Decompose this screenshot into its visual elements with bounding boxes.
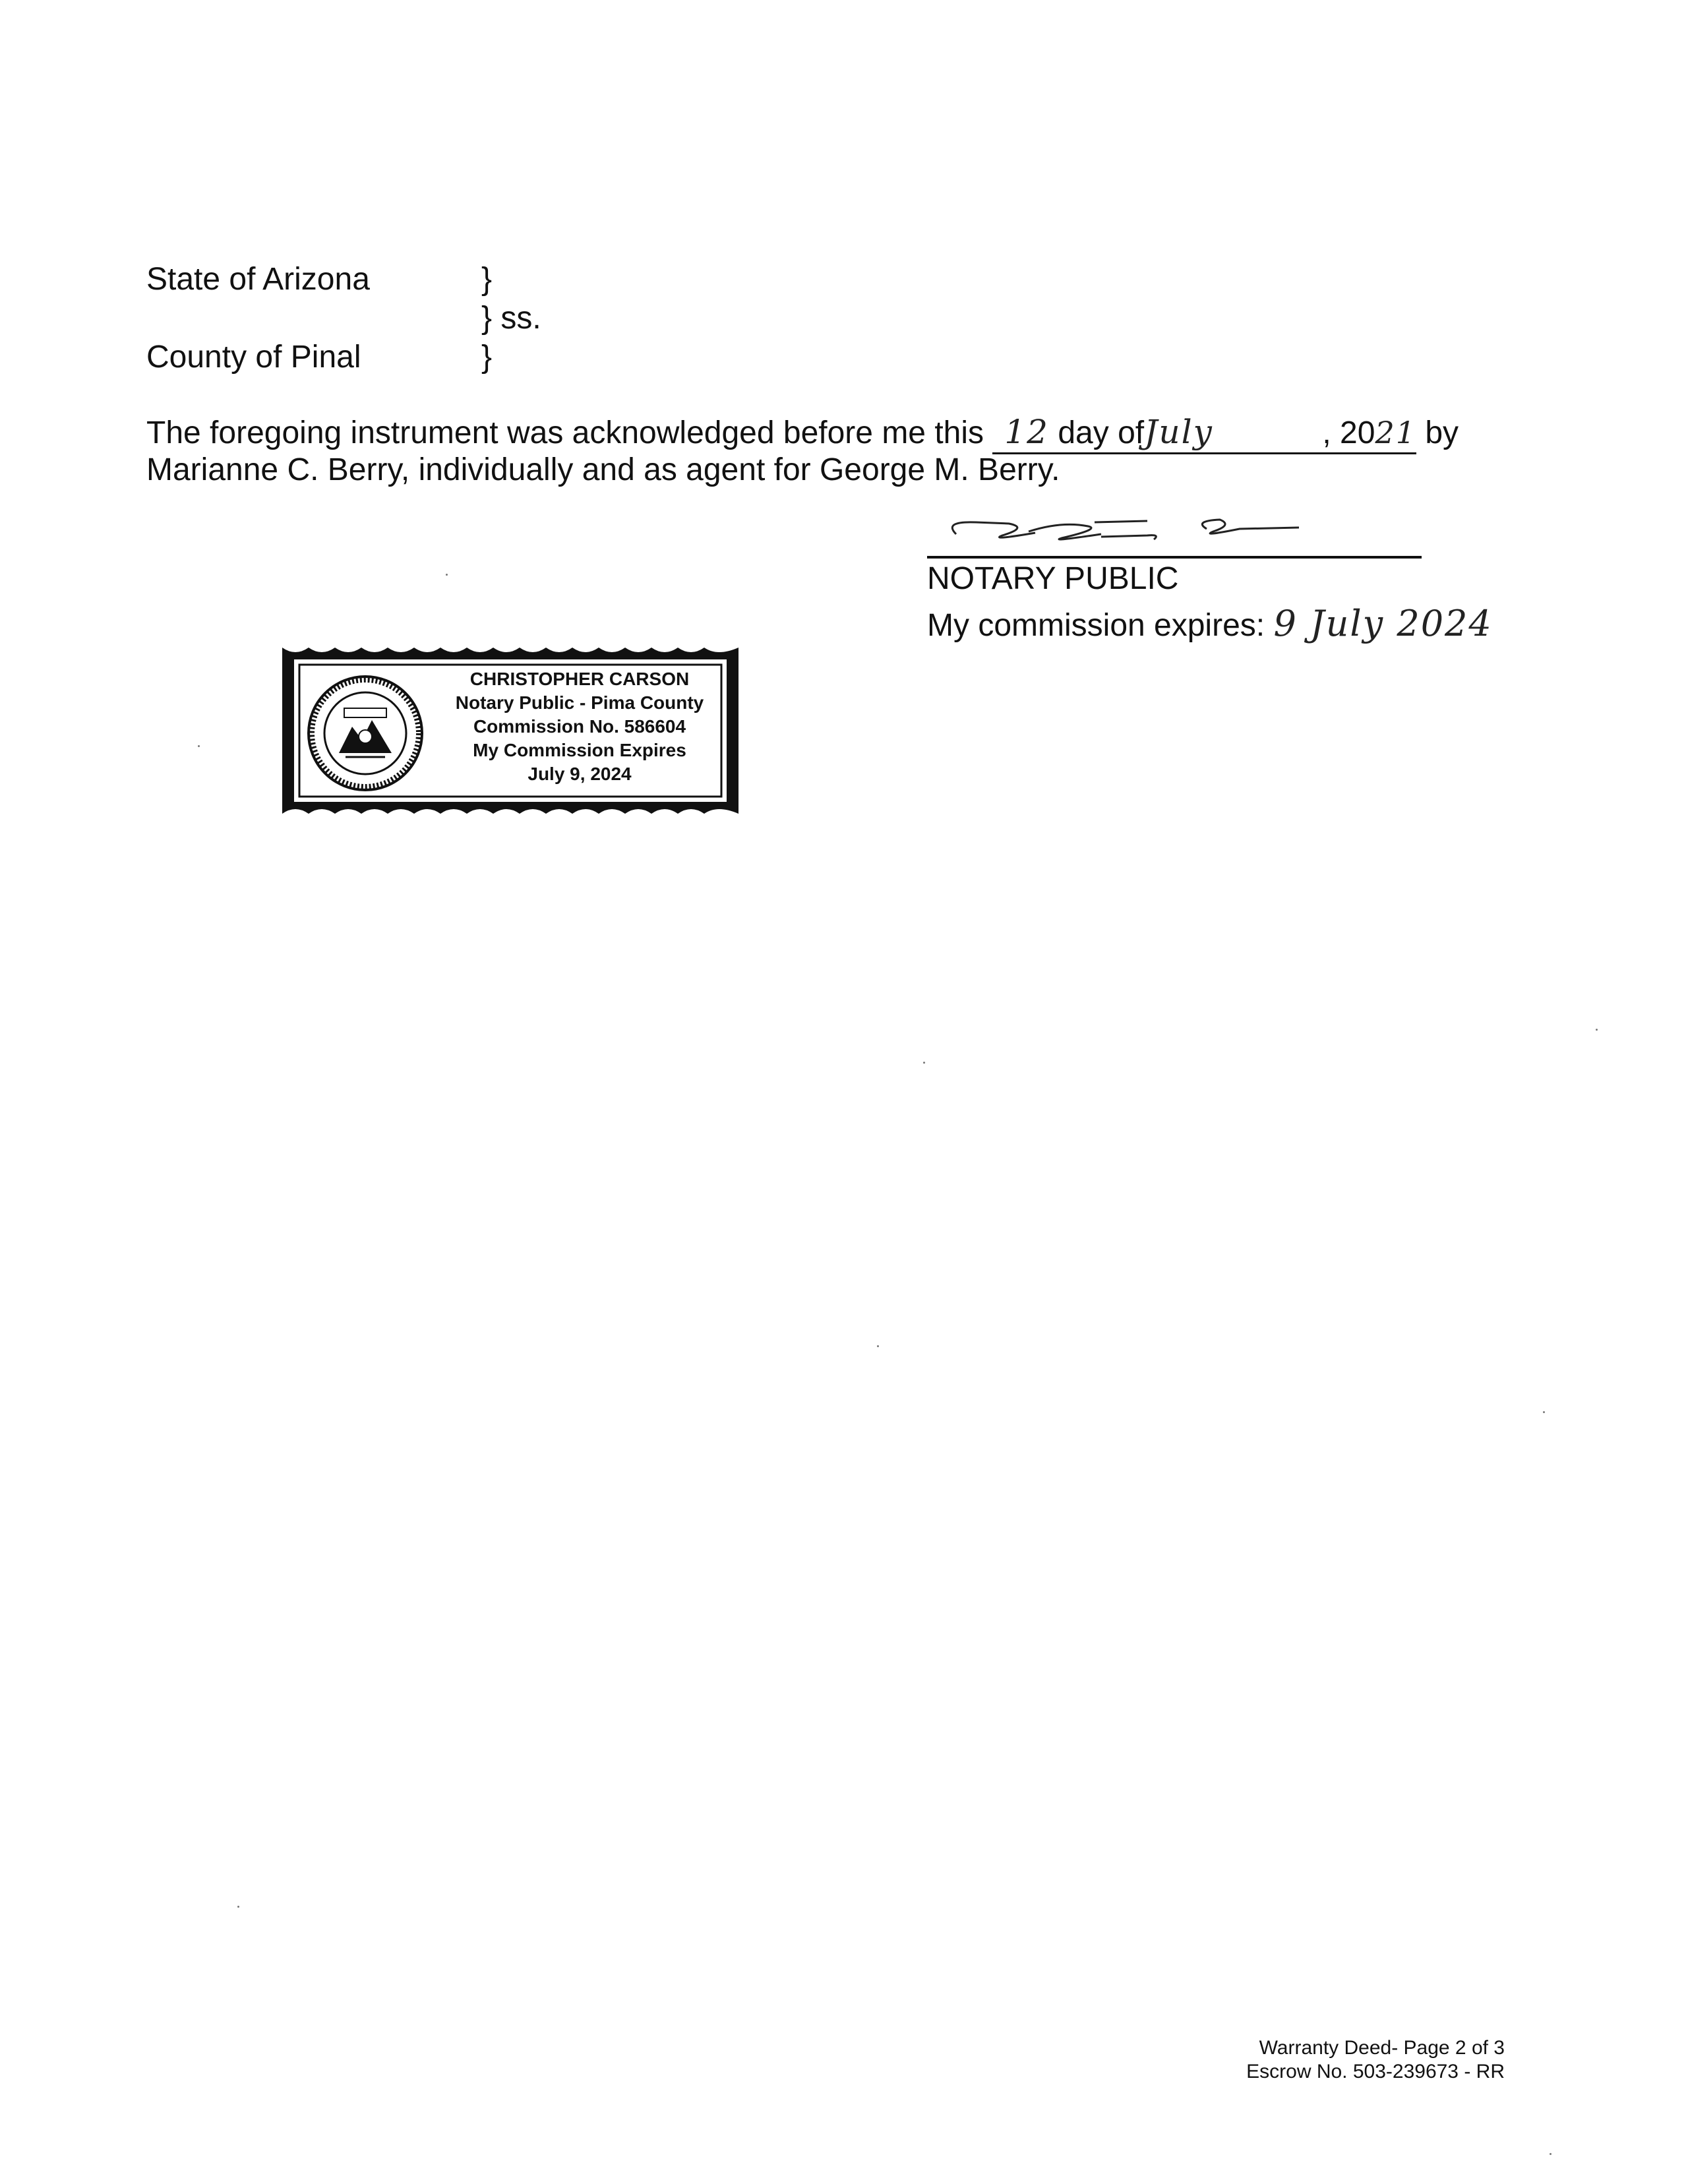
scan-speck <box>237 1906 239 1908</box>
scan-speck <box>1550 2153 1552 2155</box>
scan-speck <box>198 745 200 747</box>
notary-public-title: NOTARY PUBLIC <box>927 561 1179 596</box>
footer-document-page: Warranty Deed- Page 2 of 3 <box>1259 2037 1505 2059</box>
scan-speck <box>923 1062 925 1064</box>
ack-text-start: The foregoing instrument was acknowledged before me this <box>146 415 984 450</box>
stamp-notary-county: Notary Public - Pima County <box>455 692 704 713</box>
ack-month-blank <box>1078 413 1322 454</box>
stamp-text-block <box>431 667 728 786</box>
scan-speck <box>1543 1411 1545 1413</box>
notary-signature <box>930 508 1312 554</box>
stamp-expires-label: My Commission Expires <box>473 740 686 760</box>
stamp-commission-number: Commission No. 586604 <box>473 716 686 737</box>
acknowledgment-line-2: Marianne C. Berry, individually and as agent for George M. Berry. <box>146 452 1060 487</box>
acknowledgment-line-1 <box>146 413 1459 454</box>
ack-year-blank <box>1322 413 1416 454</box>
scan-speck <box>877 1345 879 1347</box>
notary-stamp <box>280 645 741 816</box>
notary-signature-line <box>927 556 1422 559</box>
ack-year-prefix: , 20 <box>1322 415 1375 450</box>
scan-speck <box>1596 1029 1598 1031</box>
venue-brace-ss: } ss. <box>481 301 541 336</box>
ack-day-of: day of <box>1058 415 1145 450</box>
arizona-state-seal <box>306 674 425 793</box>
venue-brace-top: } <box>481 262 493 297</box>
ack-day-blank <box>992 413 1145 454</box>
notary-commission <box>927 605 1493 644</box>
footer-escrow-number: Escrow No. 503-239673 - RR <box>1246 2061 1505 2082</box>
venue-county: County of Pinal <box>146 340 361 375</box>
stamp-notary-name: CHRISTOPHER CARSON <box>469 669 690 689</box>
commission-expires-handwritten: 9 July 2024 <box>1273 603 1493 644</box>
ack-year-handwritten: 21 <box>1375 415 1416 450</box>
ack-month-handwritten: July <box>1144 413 1213 451</box>
scan-speck <box>446 574 448 576</box>
venue-state: State of Arizona <box>146 262 370 297</box>
stamp-expires-date: July 9, 2024 <box>528 764 632 784</box>
ack-by: by <box>1425 415 1459 450</box>
venue-brace-bottom: } <box>481 340 493 375</box>
ack-day-handwritten: 12 <box>1004 413 1049 451</box>
commission-expires-label: My commission expires: <box>927 608 1265 643</box>
